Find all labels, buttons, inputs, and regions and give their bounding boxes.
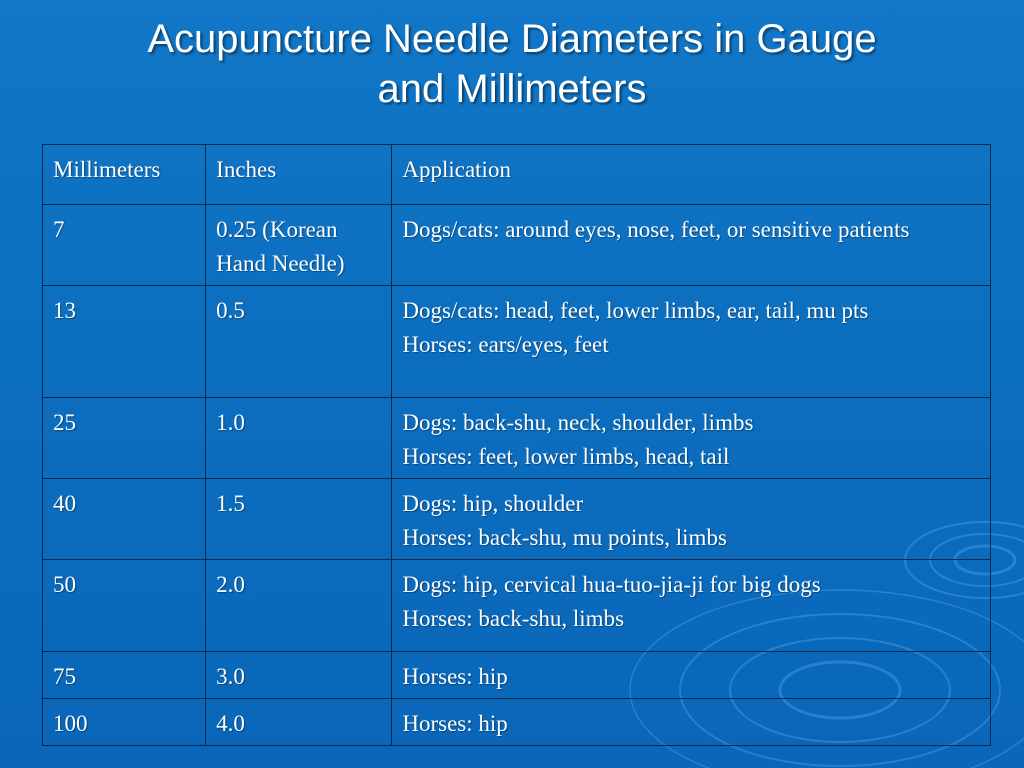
cell-millimeters: 7 bbox=[43, 205, 206, 286]
table-header-row bbox=[43, 145, 991, 205]
cell-inches: 2.0 bbox=[206, 560, 392, 652]
cell-inches: 0.5 bbox=[206, 286, 392, 398]
header-inches: Inches bbox=[206, 145, 392, 205]
table-row bbox=[43, 479, 991, 560]
table-row bbox=[43, 205, 991, 286]
slide-title-line-1: Acupuncture Needle Diameters in Gauge bbox=[147, 17, 877, 61]
application-line: Horses: back-shu, mu points, limbs bbox=[402, 525, 727, 550]
cell-millimeters: 40 bbox=[43, 479, 206, 560]
cell-millimeters: 25 bbox=[43, 398, 206, 479]
cell-inches: 0.25 (Korean Hand Needle) bbox=[206, 205, 392, 286]
cell-millimeters: 100 bbox=[43, 699, 206, 746]
header-application: Application bbox=[392, 145, 991, 205]
table-row bbox=[43, 286, 991, 398]
cell-application bbox=[392, 652, 991, 699]
cell-millimeters: 50 bbox=[43, 560, 206, 652]
cell-application bbox=[392, 205, 991, 286]
slide-title bbox=[0, 14, 1024, 114]
cell-application bbox=[392, 699, 991, 746]
application-line: Dogs/cats: head, feet, lower limbs, ear, tail, mu pts bbox=[402, 298, 869, 323]
application-line: Dogs: hip, cervical hua-tuo-jia-ji for big dogs bbox=[402, 572, 821, 597]
application-line: Dogs/cats: around eyes, nose, feet, or sensitive patients bbox=[402, 217, 910, 242]
application-line: Horses: back-shu, limbs bbox=[402, 606, 625, 631]
application-line: Horses: feet, lower limbs, head, tail bbox=[402, 444, 730, 469]
table-row bbox=[43, 398, 991, 479]
cell-inches: 3.0 bbox=[206, 652, 392, 699]
cell-millimeters: 75 bbox=[43, 652, 206, 699]
application-line: Dogs: back-shu, neck, shoulder, limbs bbox=[402, 410, 754, 435]
cell-application bbox=[392, 560, 991, 652]
cell-inches: 1.0 bbox=[206, 398, 392, 479]
cell-millimeters: 13 bbox=[43, 286, 206, 398]
cell-application bbox=[392, 398, 991, 479]
application-line: Dogs: hip, shoulder bbox=[402, 491, 584, 516]
slide-title-line-2: and Millimeters bbox=[377, 67, 647, 111]
header-millimeters: Millimeters bbox=[43, 145, 206, 205]
application-line: Horses: hip bbox=[402, 711, 508, 736]
cell-application bbox=[392, 479, 991, 560]
cell-application bbox=[392, 286, 991, 398]
table-row bbox=[43, 699, 991, 746]
cell-inches: 4.0 bbox=[206, 699, 392, 746]
table-row bbox=[43, 652, 991, 699]
application-line: Horses: hip bbox=[402, 664, 508, 689]
table-row bbox=[43, 560, 991, 652]
application-line: Horses: ears/eyes, feet bbox=[402, 332, 609, 357]
cell-inches: 1.5 bbox=[206, 479, 392, 560]
needle-diameter-table bbox=[42, 144, 991, 746]
